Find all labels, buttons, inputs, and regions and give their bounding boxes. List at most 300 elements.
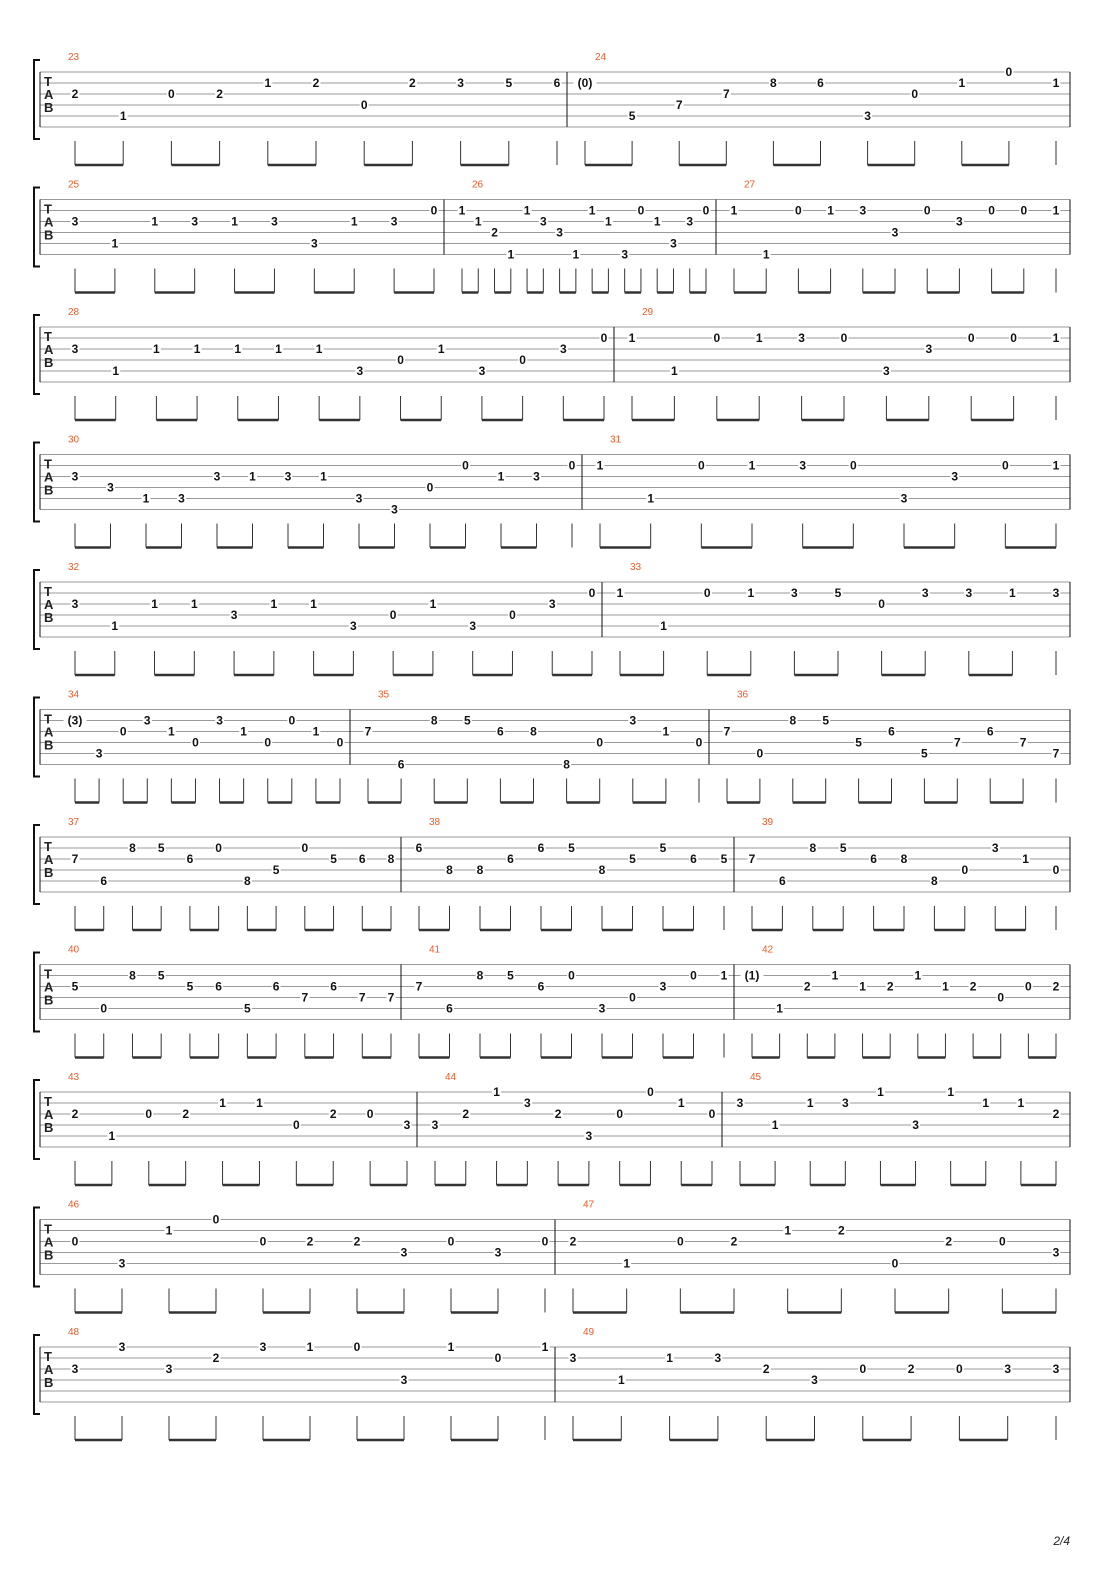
fret-number: 1 — [523, 203, 531, 218]
tab-clef-letter: B — [44, 1247, 54, 1263]
fret-number: 8 — [809, 841, 817, 855]
measure — [736, 1072, 1061, 1185]
fret-number: 2 — [71, 1107, 79, 1121]
fret-number: 6 — [446, 1001, 453, 1016]
measure-number: 29 — [642, 307, 654, 318]
fret-number: 5 — [507, 968, 514, 983]
fret-number: 2 — [312, 76, 320, 90]
measure-number: 32 — [68, 562, 80, 573]
fret-number: 3 — [355, 491, 363, 506]
fret-number: 1 — [151, 214, 159, 229]
fret-number: 3 — [356, 364, 364, 378]
fret-number: 5 — [720, 852, 728, 866]
tab-clef-letter: B — [44, 1375, 54, 1390]
measure-number: 38 — [429, 817, 441, 828]
fret-number: 2 — [1052, 1107, 1060, 1121]
measure-number: 30 — [68, 434, 80, 446]
measure-number: 45 — [750, 1072, 762, 1083]
fret-number: 6 — [553, 76, 561, 90]
tab-system — [34, 1327, 1070, 1440]
fret-number: 5 — [157, 968, 165, 983]
fret-number: 1 — [755, 331, 763, 345]
fret-number: 3 — [71, 342, 79, 356]
tab-clef-letter: B — [44, 100, 54, 115]
fret-number: 0 — [756, 746, 764, 761]
fret-number: 3 — [118, 1256, 126, 1271]
fret-number: 6 — [870, 852, 877, 866]
fret-number: 0 — [264, 735, 272, 750]
fret-number: 6 — [986, 724, 994, 739]
measure-number: 49 — [583, 1327, 595, 1338]
fret-number: 3 — [1052, 1245, 1060, 1260]
fret-number: 0 — [360, 98, 368, 112]
fret-number: 1 — [474, 214, 482, 229]
fret-number: 8 — [476, 968, 484, 983]
fret-number: 5 — [921, 746, 928, 761]
fret-number: 0 — [988, 203, 995, 218]
fret-number: 0 — [494, 1351, 502, 1365]
fret-number: 1 — [653, 214, 661, 229]
fret-number: 3 — [539, 214, 547, 229]
fret-number: 3 — [965, 586, 973, 600]
fret-number: 1 — [1017, 1096, 1025, 1110]
fret-number: 3 — [991, 841, 999, 855]
fret-number: 3 — [71, 214, 79, 229]
tab-clef-letter: B — [44, 1120, 54, 1135]
fret-number: 1 — [958, 76, 966, 90]
fret-number: 2 — [886, 979, 894, 994]
fret-number: 0 — [1052, 863, 1060, 877]
measure — [723, 690, 1061, 803]
fret-number: 5 — [272, 863, 280, 877]
fret-number: 0 — [1025, 979, 1032, 994]
fret-number: 3 — [284, 469, 292, 484]
fret-number: 7 — [675, 98, 683, 112]
fret-number: 0 — [956, 1362, 963, 1376]
fret-number: 1 — [784, 1223, 792, 1238]
tab-clef-letter: T — [44, 1094, 52, 1109]
fret-number: 1 — [108, 1129, 116, 1143]
fret-number: 1 — [1052, 76, 1060, 90]
fret-number: 3 — [686, 214, 694, 229]
fret-number: 0 — [212, 1212, 220, 1227]
fret-number: 7 — [1052, 746, 1060, 761]
fret-number: 1 — [306, 1340, 314, 1354]
system-bracket — [34, 60, 40, 139]
tab-clef-letter: B — [44, 355, 54, 370]
fret-number: 1 — [320, 469, 327, 484]
fret-number: 8 — [129, 968, 136, 983]
fret-number: 1 — [270, 597, 278, 611]
system-bracket — [34, 698, 40, 777]
fret-number: 3 — [891, 225, 899, 240]
measure-number: 27 — [744, 179, 756, 191]
tab-clef-letter: A — [44, 342, 54, 357]
fret-number: 5 — [71, 979, 79, 994]
fret-number: 1 — [497, 469, 505, 484]
tab-clef-letter: T — [44, 966, 52, 982]
system-bracket — [34, 953, 40, 1032]
fret-number: 3 — [841, 1096, 849, 1110]
system-bracket — [34, 570, 40, 649]
fret-number: 0 — [1001, 458, 1009, 473]
fret-number: 1 — [605, 214, 612, 229]
fret-number: 0 — [301, 841, 309, 855]
fret-number: 3 — [310, 236, 318, 251]
fret-number: 1 — [234, 342, 242, 356]
fret-number: 3 — [533, 469, 540, 484]
measure — [431, 1072, 717, 1185]
fret-number: 2 — [329, 1107, 337, 1121]
fret-number: 5 — [568, 841, 575, 855]
fret-number: 5 — [628, 109, 636, 123]
fret-number: 3 — [883, 364, 890, 378]
fret-number: 8 — [476, 863, 484, 877]
fret-number: 1 — [877, 1085, 884, 1099]
tab-clef-letter: T — [44, 74, 52, 89]
measure — [748, 817, 1061, 930]
fret-number: 1 — [776, 1001, 783, 1016]
measure-number: 43 — [68, 1072, 80, 1083]
fret-number: 5 — [822, 713, 830, 728]
fret-number: 7 — [723, 724, 731, 739]
tab-clef-letter: B — [44, 482, 54, 498]
fret-number: 3 — [1052, 1362, 1060, 1376]
fret-number: 2 — [837, 1223, 845, 1238]
measure-number: 23 — [68, 52, 80, 63]
tab-system — [34, 562, 1070, 675]
measure — [616, 562, 1061, 675]
fret-number: 2 — [212, 1351, 220, 1365]
fret-number: 0 — [647, 1085, 654, 1099]
fret-number: 1 — [112, 364, 120, 378]
fret-number: 0 — [288, 713, 296, 728]
fret-number: 5 — [659, 841, 667, 855]
fret-number: 1 — [231, 214, 238, 229]
fret-number: 8 — [129, 841, 136, 855]
measure — [68, 52, 562, 165]
fret-number: 1 — [623, 1256, 631, 1271]
fret-number: 5 — [157, 841, 165, 855]
system-bracket — [34, 1208, 40, 1287]
measure — [68, 1200, 550, 1313]
measure-number: 26 — [472, 179, 484, 191]
fret-number: 1 — [720, 968, 728, 983]
fret-number: 6 — [215, 979, 222, 994]
system-bracket — [34, 1080, 40, 1159]
fret-number: 0 — [145, 1107, 153, 1121]
measure-number: 36 — [737, 689, 749, 701]
fret-number: 3 — [925, 342, 933, 356]
fret-number: 3 — [523, 1096, 531, 1110]
fret-number: 0 — [430, 203, 438, 218]
fret-number: 1 — [677, 1096, 685, 1110]
fret-number: 2 — [216, 87, 223, 101]
fret-number: 1 — [111, 619, 119, 633]
fret-number: 0 — [447, 1234, 455, 1249]
fret-number: 3 — [494, 1245, 502, 1260]
fret-number: 7 — [301, 990, 309, 1005]
measure — [68, 1072, 412, 1185]
measure — [741, 945, 1061, 1058]
fret-number: 0 — [1005, 65, 1013, 79]
fret-number: 8 — [598, 863, 606, 877]
fret-number: 0 — [878, 597, 885, 611]
system-bracket — [34, 188, 40, 267]
fret-number: 7 — [387, 990, 395, 1005]
page-number: 2/4 — [1053, 1534, 1070, 1548]
fret-number: 3 — [621, 247, 629, 262]
fret-number: 5 — [186, 979, 194, 994]
fret-number: 1 — [165, 1223, 173, 1238]
fret-number: 3 — [71, 597, 79, 611]
fret-number: 2 — [569, 1234, 577, 1249]
fret-number: 6 — [690, 852, 697, 866]
measure — [596, 435, 1061, 548]
fret-number: 3 — [400, 1373, 408, 1387]
fret-number: 7 — [415, 979, 423, 994]
fret-number: 0 — [71, 1234, 79, 1249]
system-bracket — [34, 315, 40, 394]
fret-number: 0 — [967, 331, 975, 345]
fret-number: 1 — [256, 1096, 263, 1110]
fret-number: (3) — [67, 713, 83, 728]
fret-number: 3 — [107, 480, 114, 495]
fret-number: 3 — [559, 342, 567, 356]
tab-clef-letter: A — [44, 597, 54, 612]
measure — [415, 817, 729, 930]
fret-number: 2 — [803, 979, 811, 994]
measure-number: 48 — [68, 1327, 80, 1338]
fret-number: 3 — [900, 491, 908, 506]
fret-number: 0 — [426, 480, 434, 495]
fret-number: 1 — [119, 109, 127, 123]
fret-number: 5 — [463, 713, 471, 728]
fret-number: 8 — [446, 863, 453, 877]
fret-number: 1 — [1052, 331, 1060, 345]
fret-number: 1 — [982, 1096, 990, 1110]
measure — [68, 435, 577, 548]
fret-number: 2 — [182, 1107, 190, 1121]
fret-number: 8 — [244, 874, 251, 888]
fret-number: 3 — [670, 236, 677, 251]
measure-number: 35 — [378, 689, 390, 701]
fret-number: 3 — [118, 1340, 126, 1354]
tab-system — [34, 690, 1070, 803]
fret-number: 0 — [697, 458, 705, 473]
fret-number: 1 — [947, 1085, 955, 1099]
fret-number: 0 — [703, 586, 711, 600]
measure — [574, 52, 1061, 165]
measure — [458, 180, 711, 293]
system-bracket — [34, 1335, 40, 1414]
fret-number: 1 — [662, 724, 670, 739]
fret-number: 0 — [600, 331, 608, 345]
fret-number: 3 — [143, 713, 151, 728]
fret-number: 7 — [71, 852, 79, 866]
fret-number: 3 — [859, 203, 867, 218]
fret-number: 3 — [951, 469, 959, 484]
fret-number: 1 — [666, 1351, 673, 1365]
fret-number: 3 — [714, 1351, 722, 1365]
fret-number: 3 — [469, 619, 477, 633]
fret-number: 5 — [244, 1001, 251, 1016]
fret-number: 0 — [629, 990, 636, 1005]
tab-clef-letter: T — [44, 1221, 52, 1237]
fret-number: 3 — [1004, 1362, 1012, 1376]
fret-number: 2 — [554, 1107, 562, 1121]
tab-clef-letter: A — [44, 1234, 54, 1250]
measure — [68, 562, 597, 675]
fret-number: 0 — [588, 586, 596, 600]
fret-number: 1 — [1052, 203, 1060, 218]
fret-number: 1 — [458, 203, 466, 218]
fret-number: 3 — [191, 214, 199, 229]
fret-number: 8 — [430, 713, 438, 728]
fret-number: 5 — [505, 76, 513, 90]
fret-number: 0 — [509, 608, 516, 622]
fret-number: 2 — [969, 979, 977, 994]
fret-number: 1 — [111, 236, 119, 251]
tab-system — [34, 180, 1070, 293]
fret-number: 0 — [397, 353, 404, 367]
fret-number: 3 — [629, 713, 637, 728]
fret-number: 1 — [596, 458, 604, 473]
fret-number: 3 — [864, 109, 871, 123]
fret-number: 3 — [95, 746, 103, 761]
measure — [68, 817, 396, 930]
measure — [730, 180, 1061, 293]
fret-number: 1 — [747, 586, 755, 600]
fret-number: 3 — [598, 1001, 606, 1016]
fret-number: 3 — [71, 1362, 79, 1376]
fret-number: 2 — [730, 1234, 738, 1249]
tab-system — [34, 1072, 1070, 1185]
fret-number: 3 — [799, 458, 807, 473]
tab-system — [34, 817, 1070, 930]
tab-clef-letter: T — [44, 1349, 52, 1364]
fret-number: 7 — [1019, 735, 1027, 750]
fret-number: 6 — [888, 724, 895, 739]
fret-number: 3 — [350, 619, 357, 633]
tab-system — [34, 52, 1070, 165]
fret-number: 3 — [71, 469, 79, 484]
fret-number: 0 — [923, 203, 931, 218]
fret-number: 3 — [811, 1373, 818, 1387]
measure — [569, 1200, 1061, 1313]
measure — [415, 945, 729, 1058]
fret-number: 0 — [541, 1234, 549, 1249]
fret-number: 6 — [537, 979, 545, 994]
fret-number: 3 — [457, 76, 464, 90]
fret-number: 3 — [548, 597, 556, 611]
measure — [364, 690, 704, 803]
fret-number: 6 — [817, 76, 824, 90]
measure-number: 25 — [68, 179, 80, 191]
measure — [68, 945, 396, 1058]
fret-number: 0 — [840, 331, 848, 345]
fret-number: 0 — [259, 1234, 267, 1249]
fret-number: 0 — [292, 1118, 300, 1132]
fret-number: 1 — [447, 1340, 455, 1354]
fret-number: 5 — [330, 852, 337, 866]
measure-number: 40 — [68, 944, 80, 956]
fret-number: 1 — [762, 247, 770, 262]
fret-number: (0) — [577, 76, 593, 90]
fret-number: 3 — [400, 1245, 408, 1260]
fret-number: 1 — [275, 342, 282, 356]
fret-number: 1 — [507, 247, 515, 262]
fret-number: 1 — [151, 597, 158, 611]
fret-number: 1 — [616, 586, 624, 600]
fret-number: 6 — [537, 841, 545, 855]
fret-number: 2 — [945, 1234, 953, 1249]
tab-clef-letter: A — [44, 214, 54, 230]
measure-number: 34 — [68, 689, 80, 701]
fret-number: 1 — [437, 342, 445, 356]
fret-number: 8 — [563, 757, 570, 772]
fret-number: 3 — [921, 586, 929, 600]
fret-number: 2 — [907, 1362, 915, 1376]
measure — [569, 1327, 1061, 1440]
measure — [68, 1327, 550, 1440]
fret-number: 1 — [315, 342, 323, 356]
fret-number: 6 — [415, 841, 423, 855]
fret-number: 0 — [911, 87, 919, 101]
fret-number: 0 — [690, 968, 697, 983]
fret-number: 0 — [708, 1107, 716, 1121]
fret-number: 8 — [931, 874, 938, 888]
fret-number: 0 — [676, 1234, 684, 1249]
fret-number: 8 — [900, 852, 908, 866]
fret-number: 1 — [730, 203, 738, 218]
fret-number: 5 — [629, 852, 636, 866]
tab-clef-letter: A — [44, 979, 54, 995]
fret-number: 3 — [271, 214, 278, 229]
fret-number: 0 — [519, 353, 526, 367]
fret-number: 3 — [585, 1129, 593, 1143]
fret-number: 5 — [834, 586, 842, 600]
fret-number: 1 — [219, 1096, 226, 1110]
fret-number: 3 — [216, 713, 223, 728]
tab-system — [34, 1200, 1070, 1313]
measure — [68, 307, 609, 420]
fret-number: 3 — [165, 1362, 173, 1376]
fret-number: 1 — [660, 619, 667, 633]
tab-clef-letter: T — [44, 329, 52, 344]
fret-number: 3 — [798, 331, 805, 345]
fret-number: 0 — [997, 990, 1005, 1005]
fret-number: 1 — [806, 1096, 814, 1110]
tab-clef-letter: B — [44, 992, 54, 1008]
tab-clef-letter: T — [44, 456, 52, 472]
measure-number: 47 — [583, 1199, 595, 1211]
fret-number: 1 — [142, 491, 150, 506]
measure-number: 37 — [68, 817, 80, 828]
fret-number: 1 — [1052, 458, 1060, 473]
fret-number: 2 — [462, 1107, 470, 1121]
fret-number: 8 — [530, 724, 537, 739]
fret-number: 1 — [249, 469, 256, 484]
fret-number: 7 — [722, 87, 730, 101]
fret-number: 3 — [912, 1118, 919, 1132]
fret-number: 1 — [541, 1340, 549, 1354]
fret-number: 8 — [789, 713, 797, 728]
fret-number: 3 — [791, 586, 798, 600]
fret-number: 5 — [839, 841, 847, 855]
system-bracket — [34, 443, 40, 522]
fret-number: 2 — [71, 87, 79, 101]
